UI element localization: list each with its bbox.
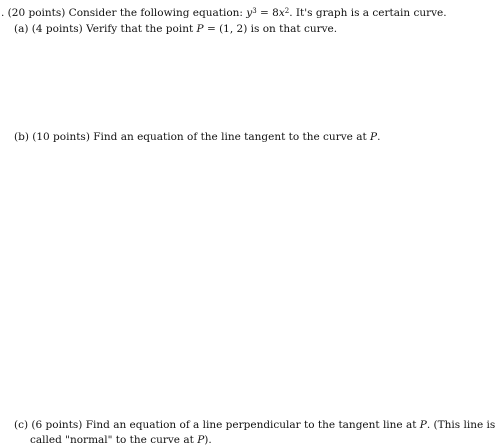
equation-x-exponent: 2 (284, 6, 290, 15)
part-b-point: P (370, 131, 378, 143)
part-c-line1-after: . (This line is (426, 419, 495, 431)
part-c-point: P (419, 419, 427, 431)
part-c-line1-before: (c) (6 points) Find an equation of a line perpendicular to the tangent line at (14, 419, 420, 431)
part-a-point: P (196, 23, 204, 35)
part-a-question (14, 22, 337, 36)
problem-suffix: . It's graph is a certain curve. (289, 7, 447, 19)
part-c-question-line2 (30, 433, 212, 447)
part-a-text-after: is on that curve. (247, 23, 338, 35)
part-b-question (14, 130, 380, 144)
problem-prefix: . (20 points) Consider the following equation: (1, 7, 243, 19)
equation-equals: = 8 (256, 7, 279, 19)
part-a-text-before: (a) (4 points) Verify that the point (14, 23, 197, 35)
part-b-text-before: (b) (10 points) Find an equation of the line tangent to the curve at (14, 131, 371, 143)
equation-x: x (278, 7, 285, 19)
part-c-line2-before: called "normal" to the curve at (30, 434, 198, 446)
problem-statement (1, 6, 447, 20)
part-c-question-line1 (14, 418, 495, 432)
part-c-line2-after: ). (204, 434, 212, 446)
part-a-coords: = (1, 2) (203, 23, 248, 35)
equation-y-exponent: 3 (252, 6, 257, 15)
part-c-line2-point: P (197, 434, 205, 446)
part-b-text-after: . (377, 131, 381, 143)
equation-y: y (246, 7, 253, 19)
